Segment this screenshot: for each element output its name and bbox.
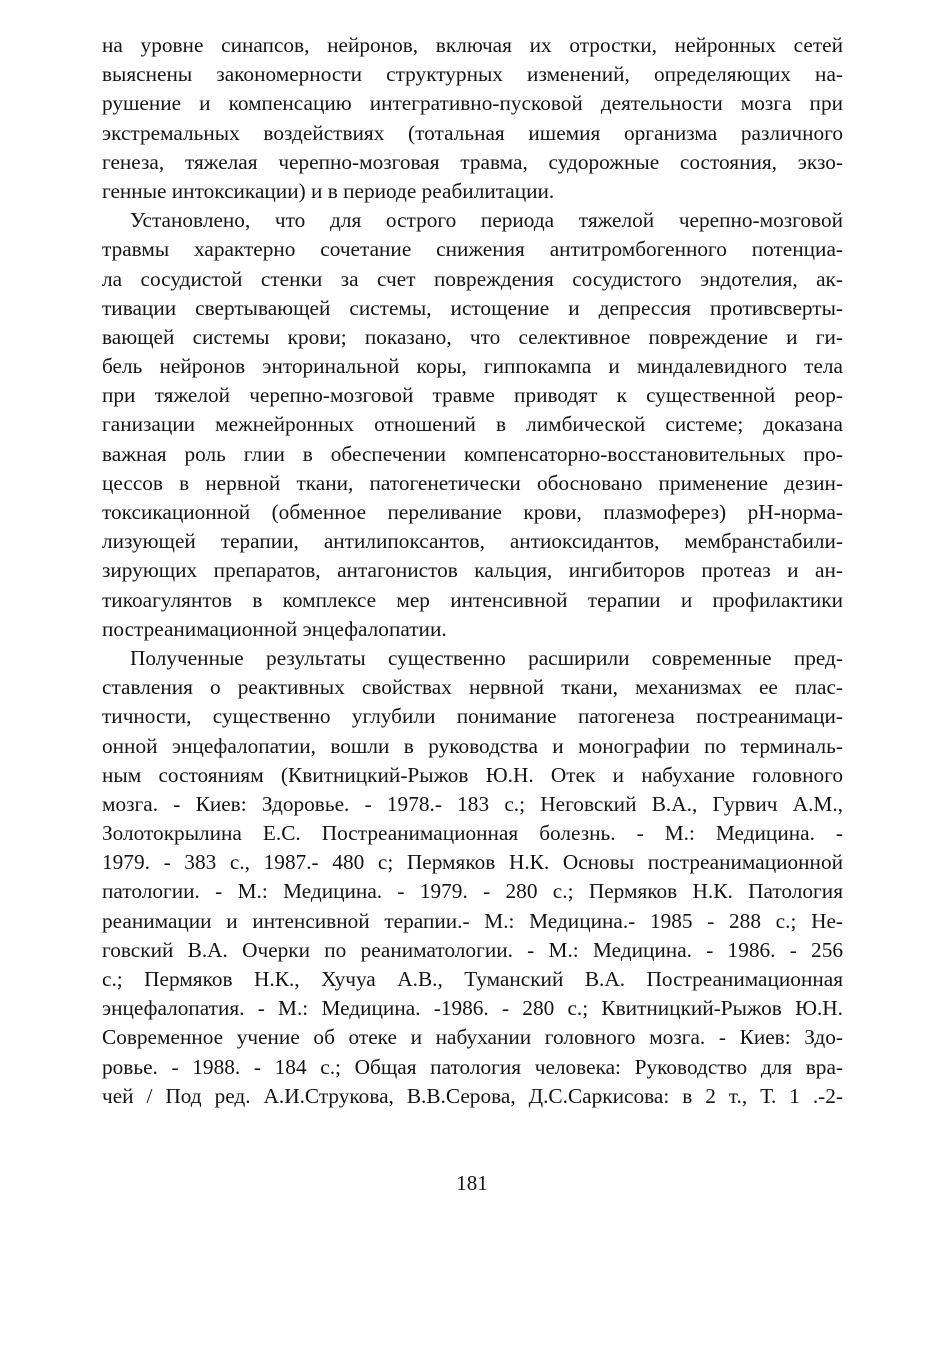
text-line: бель нейронов энторинальной коры, гиппокампа и миндалевидного тела: [102, 354, 843, 379]
page-number: 181: [456, 1171, 488, 1195]
text-line: зирующих препаратов, антагонистов кальция, ингибиторов протеаз и ан-: [102, 558, 843, 583]
text-line: лизующей терапии, антилипоксантов, антиоксидантов, мембранстабили-: [102, 529, 843, 554]
text-line: патологии. - М.: Медицина. - 1979. - 280 с.; Пермяков Н.К. Патология: [102, 879, 843, 904]
text-line: токсикационной (обменное переливание крови, плазмоферез) рН-норма-: [102, 500, 843, 524]
text-line: ровье. - 1988. - 184 с.; Общая патология человека: Руководство для вра-: [102, 1054, 843, 1079]
text-line: рушение и компенсацию интегративно-пусковой деятельности мозга при: [102, 91, 843, 116]
text-line: Полученные результаты существенно расширили современные пред-: [130, 645, 843, 670]
text-line: выяснены закономерности структурных изменений, определяющих на-: [102, 62, 843, 87]
text-line: Современное учение об отеке и набухании головного мозга. - Киев: Здо-: [102, 1025, 843, 1050]
text-line: на уровне синапсов, нейронов, включая их отростки, нейронных сетей: [102, 33, 843, 57]
text-line: генеза, тяжелая черепно-мозговая травма, судорожные состояния, экзо-: [102, 149, 843, 174]
text-line: чей / Под ред. А.И.Струкова, В.В.Серова, Д.С.Саркисова: в 2 т., Т. 1 .-2-: [102, 1083, 843, 1108]
text-line: тивации свертывающей системы, истощение и депрессия противсверты-: [102, 295, 843, 320]
paragraph: [102, 206, 843, 644]
text-body: [102, 31, 843, 1111]
text-line: Установлено, что для острого периода тяжелой черепно-мозговой: [130, 208, 843, 233]
text-line: говский В.А. Очерки по реаниматологии. - М.: Медицина. - 1986. - 256: [102, 937, 843, 962]
text-line: энцефалопатия. - М.: Медицина. -1986. - 280 с.; Квитницкий-Рыжов Ю.Н.: [102, 996, 843, 1021]
text-line: тикоагулянтов в комплексе мер интенсивной терапии и профилактики: [102, 587, 843, 612]
text-line: ганизации межнейронных отношений в лимбической системе; доказана: [102, 412, 843, 437]
text-line: тичности, существенно углубили понимание патогенеза постреанимаци-: [102, 704, 843, 729]
text-line: ным состояниям (Квитницкий-Рыжов Ю.Н. Отек и набухание головного: [102, 762, 843, 787]
text-line: травмы характерно сочетание снижения антитромбогенного потенциа-: [102, 237, 843, 262]
paragraph: [102, 644, 843, 1111]
text-line: ла сосудистой стенки за счет повреждения сосудистого эндотелия, ак-: [102, 266, 843, 291]
text-line: мозга. - Киев: Здоровье. - 1978.- 183 с.; Неговский В.А., Гурвич А.М.,: [102, 791, 843, 816]
text-line: Золотокрылина Е.С. Постреанимационная болезнь. - М.: Медицина. -: [102, 821, 843, 846]
text-line: цессов в нервной ткани, патогенетически обосновано применение дезин-: [102, 470, 843, 495]
text-line: онной энцефалопатии, вошли в руководства и монографии по терминаль-: [102, 733, 843, 758]
text-line: с.; Пермяков Н.К., Хучуа А.В., Туманский В.А. Постреанимационная: [102, 967, 843, 991]
text-line: экстремальных воздействиях (тотальная ишемия организма различного: [102, 120, 843, 145]
text-line: вающей системы крови; показано, что селективное повреждение и ги-: [102, 324, 843, 349]
text-line: постреанимационной энцефалопатии.: [102, 616, 447, 641]
text-line: ставления о реактивных свойствах нервной ткани, механизмах ее плас-: [102, 675, 843, 700]
text-line: при тяжелой черепно-мозговой травме приводят к существенной реор-: [102, 383, 843, 408]
text-line: важная роль глии в обеспечении компенсаторно-восстановительных про-: [102, 441, 843, 466]
paragraph: [102, 31, 843, 206]
text-line: реанимации и интенсивной терапии.- М.: Медицина.- 1985 - 288 с.; Не-: [102, 908, 843, 933]
text-line: 1979. - 383 с., 1987.- 480 с; Пермяков Н.К. Основы постреанимационной: [102, 850, 843, 875]
text-line: генные интоксикации) и в периоде реабилитации.: [102, 178, 555, 203]
